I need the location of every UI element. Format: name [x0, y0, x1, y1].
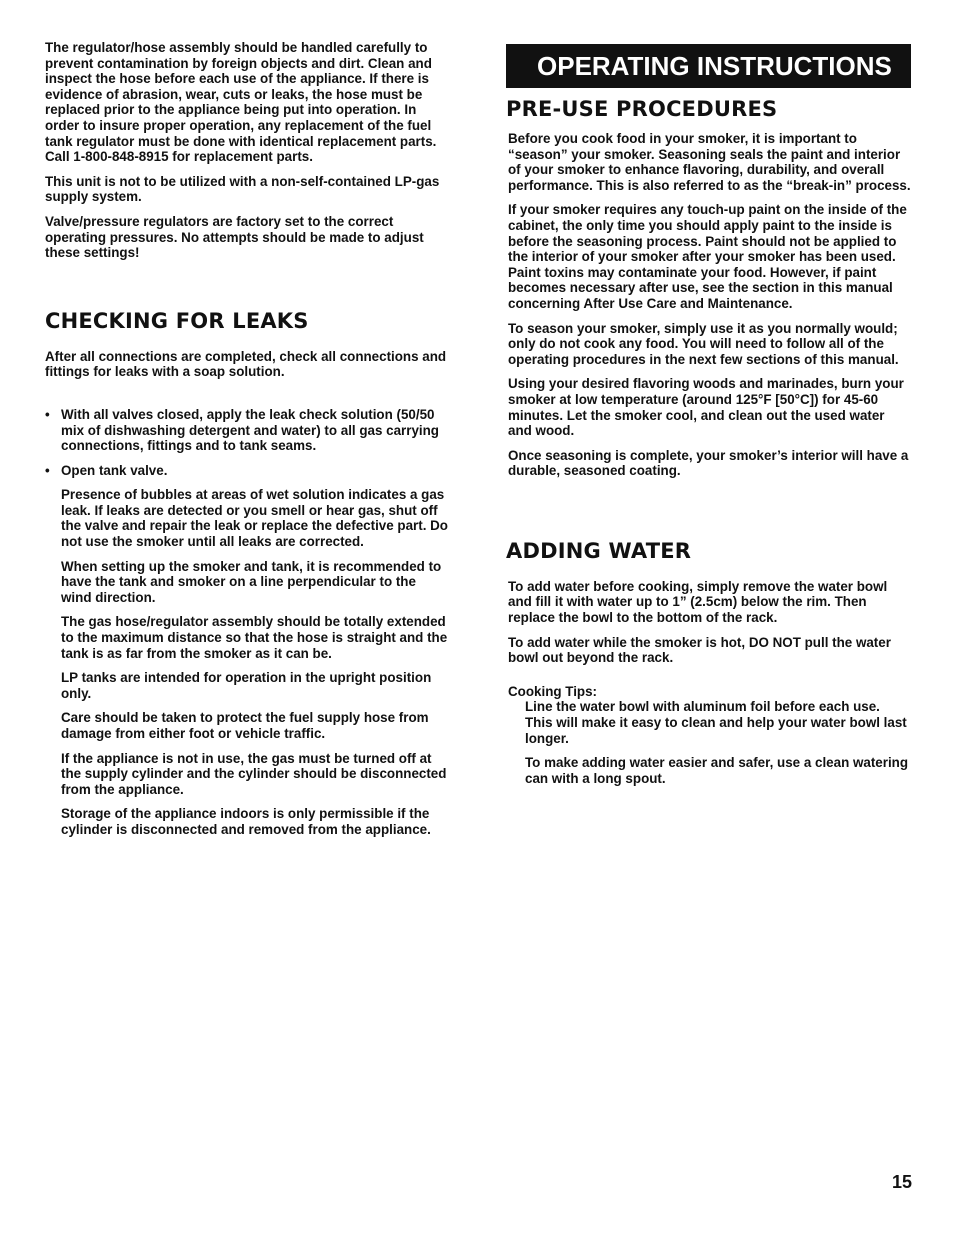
preuse-paragraph: To season your smoker, simply use it as you normally would; only do not cook any food. You will need to follow all of the operating procedures in the next few sections of this manual.	[508, 320, 899, 367]
lp-supply-paragraph: This unit is not to be utilized with a non-self-contained LP-gas supply system.	[45, 173, 440, 205]
leaks-intro: After all connections are completed, check all connections and fittings for leaks with a soap solution.	[45, 348, 447, 380]
indented-paragraph: Presence of bubbles at areas of wet solution indicates a gas leak. If leaks are detected or you smell or hear gas, shut off the valve and repair the leak or replace the defective part. Do not use the smoker until all leaks are corrected.	[61, 487, 448, 550]
page-number: 15	[891, 1172, 912, 1192]
water-paragraph: To add water before cooking, simply remove the water bowl and fill it with water up to 1” (2.5cm) below the rim. Then replace the bowl to the bottom of the rack.	[508, 578, 888, 626]
valve-paragraph: Valve/pressure regulators are factory set to the correct operating pressures. No attempts should be made to adjust these settings!	[45, 213, 424, 261]
cooking-tip: To make adding water easier and safer, use a clean watering can with a long spout.	[525, 755, 909, 786]
operating-instructions-banner: OPERATING INSTRUCTIONS	[506, 44, 911, 88]
indented-paragraph: The gas hose/regulator assembly should be totally extended to the maximum distance so that the hose is straight and the tank is as far from the smoker as it can be.	[61, 614, 448, 661]
bullet-item: • Open tank valve.	[45, 463, 450, 479]
bullet-item: • With all valves closed, apply the leak check solution (50/50 mix of dishwashing detergent and water) to all gas carrying connections, fittings and to tank seams.	[45, 407, 450, 454]
indented-paragraph: Storage of the appliance indoors is only permissible if the cylinder is disconnected and removed from the appliance.	[61, 806, 431, 837]
indented-paragraph: If the appliance is not in use, the gas must be turned off at the supply cylinder and the cylinder should be disconnected from the appliance.	[61, 750, 447, 797]
preuse-heading: PRE-USE PROCEDURES	[506, 97, 778, 121]
cooking-tips-label: Cooking Tips:	[508, 683, 598, 699]
indented-paragraph: When setting up the smoker and tank, it is recommended to have the tank and smoker on a line perpendicular to the wind direction.	[61, 558, 442, 605]
right-column	[506, 44, 911, 786]
adding-water-heading: ADDING WATER	[506, 538, 692, 563]
water-paragraph: To add water while the smoker is hot, DO NOT pull the water bowl out beyond the rack.	[508, 634, 891, 666]
preuse-paragraph: Using your desired flavoring woods and marinades, burn your smoker at low temperature (around 125°F [50°C]) for 45-60 minutes. Let the smoker cool, and clean out the used water and wood.	[508, 376, 904, 439]
indented-paragraph: LP tanks are intended for operation in the upright position only.	[61, 670, 432, 701]
regulator-paragraph: The regulator/hose assembly should be handled carefully to prevent contamination by foreign objects and dirt. Clean and inspect the hose before each use of the appliance. If there is evidence of abrasion, wear, cuts or leaks, the hose must be replaced prior to the appliance being put into operation. In order to insure proper operation, any replacement of the fuel tank regulator must be done with identical replacement parts. Call 1-800-848-8915 for replacement parts.	[45, 40, 437, 165]
left-column	[45, 40, 450, 838]
cooking-tip: Line the water bowl with aluminum foil before each use. This will make it easy to clean and help your water bowl last longer.	[525, 699, 907, 746]
preuse-paragraph: Before you cook food in your smoker, it is important to “season” your smoker. Seasoning seals the paint and interior of your smoker to enhance flavoring, durability, and overall performance. This is also referred to as the “break-in” process.	[508, 131, 911, 193]
preuse-paragraph: Once seasoning is complete, your smoker’s interior will have a durable, seasoned coating.	[508, 447, 909, 479]
indented-paragraph: Care should be taken to protect the fuel supply hose from damage from either foot or vehicle traffic.	[61, 710, 429, 741]
leaks-heading: CHECKING FOR LEAKS	[45, 308, 309, 333]
preuse-paragraph: If your smoker requires any touch-up paint on the inside of the cabinet, the only time you should apply paint to the inside is before the seasoning process. Paint should not be applied to the interior of your smoker after your smoker has been used. Paint toxins may contaminate your food. However, if paint becomes necessary after use, see the section in this manual concerning After Use Care and Maintenance.	[508, 202, 907, 311]
